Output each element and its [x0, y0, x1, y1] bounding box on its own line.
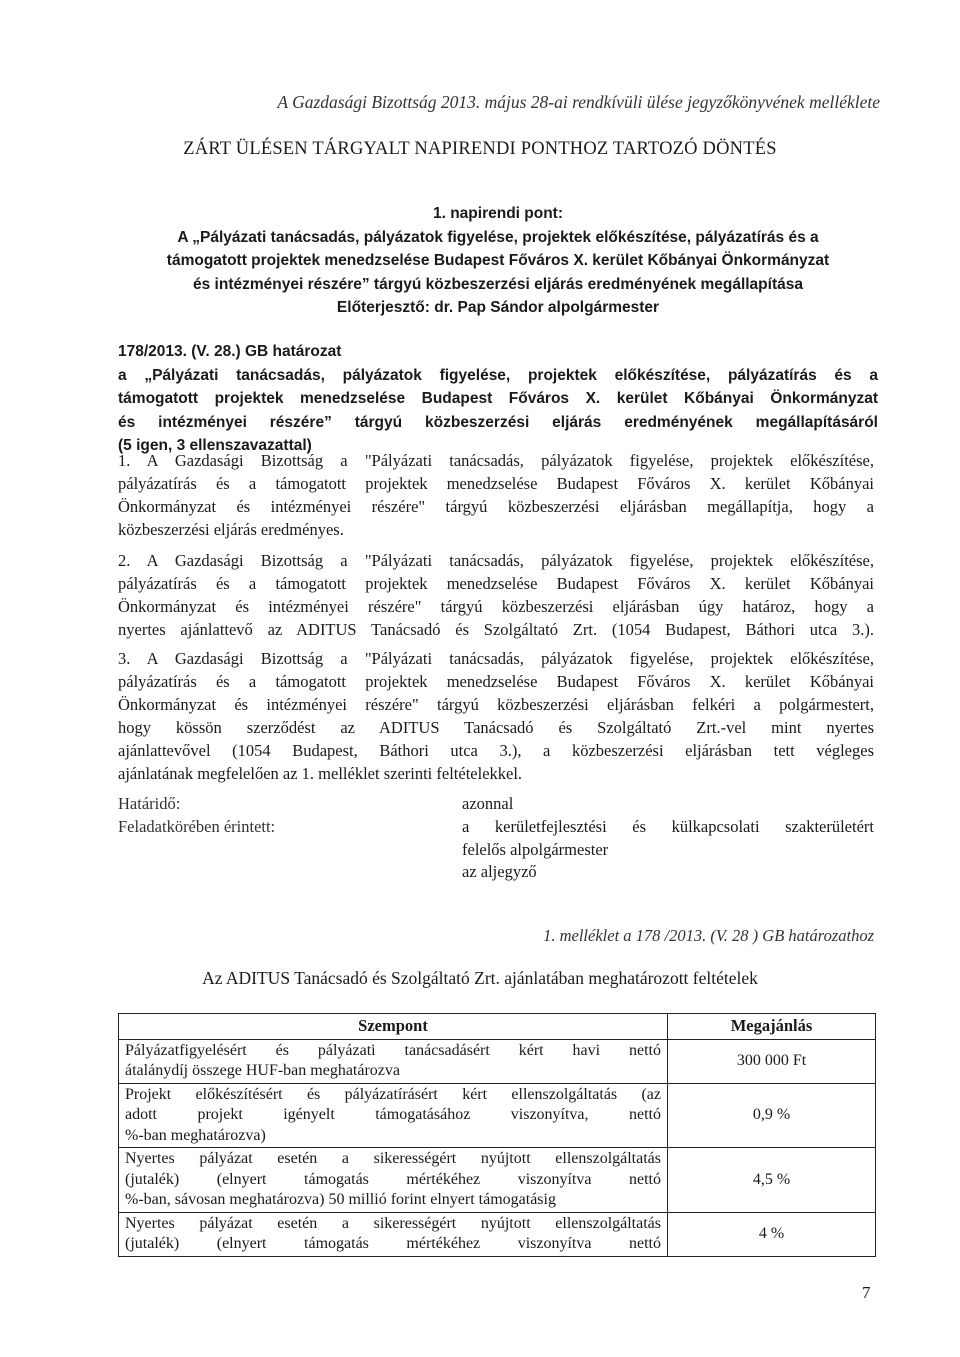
decision-subject-line: támogatott projektek menedzselése Budapest Főváros X. kerület Kőbányai Önkormányzat [118, 390, 878, 407]
decision-subject-line: és intézményei részére” tárgyú közbeszerzési eljárás eredményének megállapításáról [118, 413, 878, 431]
agenda-subject-line: és intézményei részére” tárgyú közbeszerzési eljárás eredményének megállapítása [193, 275, 803, 293]
criterion-line: Nyertes pályázat esetén a sikerességért nyújtott ellenszolgáltatás [125, 1214, 661, 1232]
criterion-line: átalánydíj összege HUF-ban meghatározva [125, 1062, 401, 1079]
criterion-line: (jutalék) (elnyert támogatás mértékéhez viszonyítva nettó [125, 1170, 661, 1188]
deadline-label: Határidő: [118, 794, 181, 813]
paragraph-line: pályázatírás és a támogatott projektek menedzselése Budapest Főváros X. kerület Kőbányai [118, 672, 874, 691]
table-header-row [119, 1014, 876, 1040]
criterion-line: %-ban meghatározva) [125, 1126, 266, 1144]
agenda-number: 1. napirendi pont: [432, 205, 564, 222]
page-title: ZÁRT ÜLÉSEN TÁRGYALT NAPIRENDI PONTHOZ TARTOZÓ DÖNTÉS [183, 139, 777, 159]
paragraph-line: közbeszerzési eljárás eredményes. [118, 520, 344, 539]
criterion-cell [119, 1212, 668, 1256]
table-row [119, 1039, 876, 1083]
decision-subject-line: a „Pályázati tanácsadás, pályázatok figyelése, projektek előkészítése, pályázatírás és a [118, 366, 878, 384]
criterion-line: (jutalék) (elnyert támogatás mértékéhez viszonyítva nettó [125, 1235, 661, 1252]
decision-heading [118, 340, 878, 458]
paragraph-line: 2. A Gazdasági Bizottság a "Pályázati tanácsadás, pályázatok figyelése, projektek előkészítése, [118, 551, 874, 570]
paragraph-line: Önkormányzat és intézményei részére" tárgyú közbeszerzési eljárásban megállapítja, hogy a [118, 497, 874, 516]
criterion-cell [119, 1148, 668, 1213]
table-row [119, 1083, 876, 1148]
column-header-criterion: Szempont [119, 1014, 668, 1040]
criterion-line: Nyertes pályázat esetén a sikerességért nyújtott ellenszolgáltatás [125, 1150, 661, 1167]
responsible-value [462, 816, 874, 884]
paragraph-line: pályázatírás és a támogatott projektek menedzselése Budapest Főváros X. kerület Kőbányai [118, 574, 874, 593]
table-row [119, 1212, 876, 1256]
responsible-row [0, 816, 960, 888]
criterion-line: adott projekt igényelt támogatásához viszonyítva, nettó [125, 1106, 661, 1123]
decision-point-1 [118, 449, 874, 541]
offer-cell: 0,9 % [668, 1083, 876, 1148]
responsible-line: az aljegyző [462, 862, 537, 881]
annex-title: Az ADITUS Tanácsadó és Szolgáltató Zrt. ajánlatában meghatározott feltételek [202, 968, 758, 988]
offer-cell: 4,5 % [668, 1148, 876, 1213]
offer-cell: 4 % [668, 1212, 876, 1256]
agenda-item-block [118, 202, 878, 320]
criterion-cell [119, 1083, 668, 1148]
vote-result: (5 igen, 3 ellenszavazattal) [118, 437, 312, 454]
paragraph-line: ajánlatának megfelelően az 1. melléklet szerinti feltételekkel. [118, 764, 523, 783]
responsible-line: a kerületfejlesztési és külkapcsolati szakterületért [462, 817, 874, 836]
criterion-line: Projekt előkészítésért és pályázatírásért kért ellenszolgáltatás (az [125, 1085, 661, 1103]
table-row [119, 1148, 876, 1213]
annex-reference: 1. melléklet a 178 /2013. (V. 28 ) GB határozathoz [543, 926, 874, 945]
decision-number: 178/2013. (V. 28.) GB határozat [118, 343, 342, 360]
paragraph-line: 3. A Gazdasági Bizottság a "Pályázati tanácsadás, pályázatok figyelése, projektek előkészítése, [118, 649, 874, 668]
page-number: 7 [862, 1283, 871, 1302]
paragraph-line: 1. A Gazdasági Bizottság a "Pályázati tanácsadás, pályázatok figyelése, projektek előkészítése, [118, 451, 874, 470]
column-header-offer: Megajánlás [668, 1014, 876, 1040]
decision-point-3 [118, 647, 874, 785]
criterion-line: %-ban, sávosan meghatározva) 50 millió forint elnyert támogatásig [125, 1191, 556, 1208]
paragraph-line: Önkormányzat és intézményei részére" tárgyú közbeszerzési eljárásban felkéri a polgármestert, [118, 695, 874, 714]
responsible-label: Feladatkörében érintett: [118, 817, 276, 836]
paragraph-line: pályázatírás és a támogatott projektek menedzselése Budapest Főváros X. kerület Kőbányai [118, 474, 874, 493]
paragraph-line: ajánlattevővel (1054 Budapest, Báthori utca 3.), a közbeszerzési eljárásban tett végleges [118, 741, 874, 760]
paragraph-line: hogy kössön szerződést az ADITUS Tanácsadó és Szolgáltató Zrt.-vel mint nyertes [118, 718, 874, 737]
paragraph-line: Önkormányzat és intézményei részére" tárgyú közbeszerzési eljárásban úgy határoz, hogy a [118, 597, 874, 616]
offer-cell: 300 000 Ft [668, 1039, 876, 1083]
paragraph-line: nyertes ajánlattevő az ADITUS Tanácsadó és Szolgáltató Zrt. (1054 Budapest, Báthori utca 3.). [118, 620, 874, 639]
agenda-presenter: Előterjesztő: dr. Pap Sándor alpolgármester [336, 299, 660, 316]
decision-point-2 [118, 549, 874, 641]
criterion-line: Pályázatfigyelésért és pályázati tanácsadásért kért havi nettó [125, 1041, 661, 1059]
offer-table [118, 1013, 876, 1257]
responsible-line: felelős alpolgármester [462, 839, 609, 859]
deadline-row [0, 793, 960, 817]
agenda-subject-line: A „Pályázati tanácsadás, pályázatok figyelése, projektek előkészítése, pályázatírás és a [177, 228, 819, 246]
document-header: A Gazdasági Bizottság 2013. május 28-ai rendkívüli ülése jegyzőkönyvének melléklete [277, 92, 880, 112]
deadline-value: azonnal [462, 794, 514, 813]
agenda-subject-line: támogatott projektek menedzselése Budapest Főváros X. kerület Kőbányai Önkormányzat [166, 252, 830, 269]
criterion-cell [119, 1039, 668, 1083]
